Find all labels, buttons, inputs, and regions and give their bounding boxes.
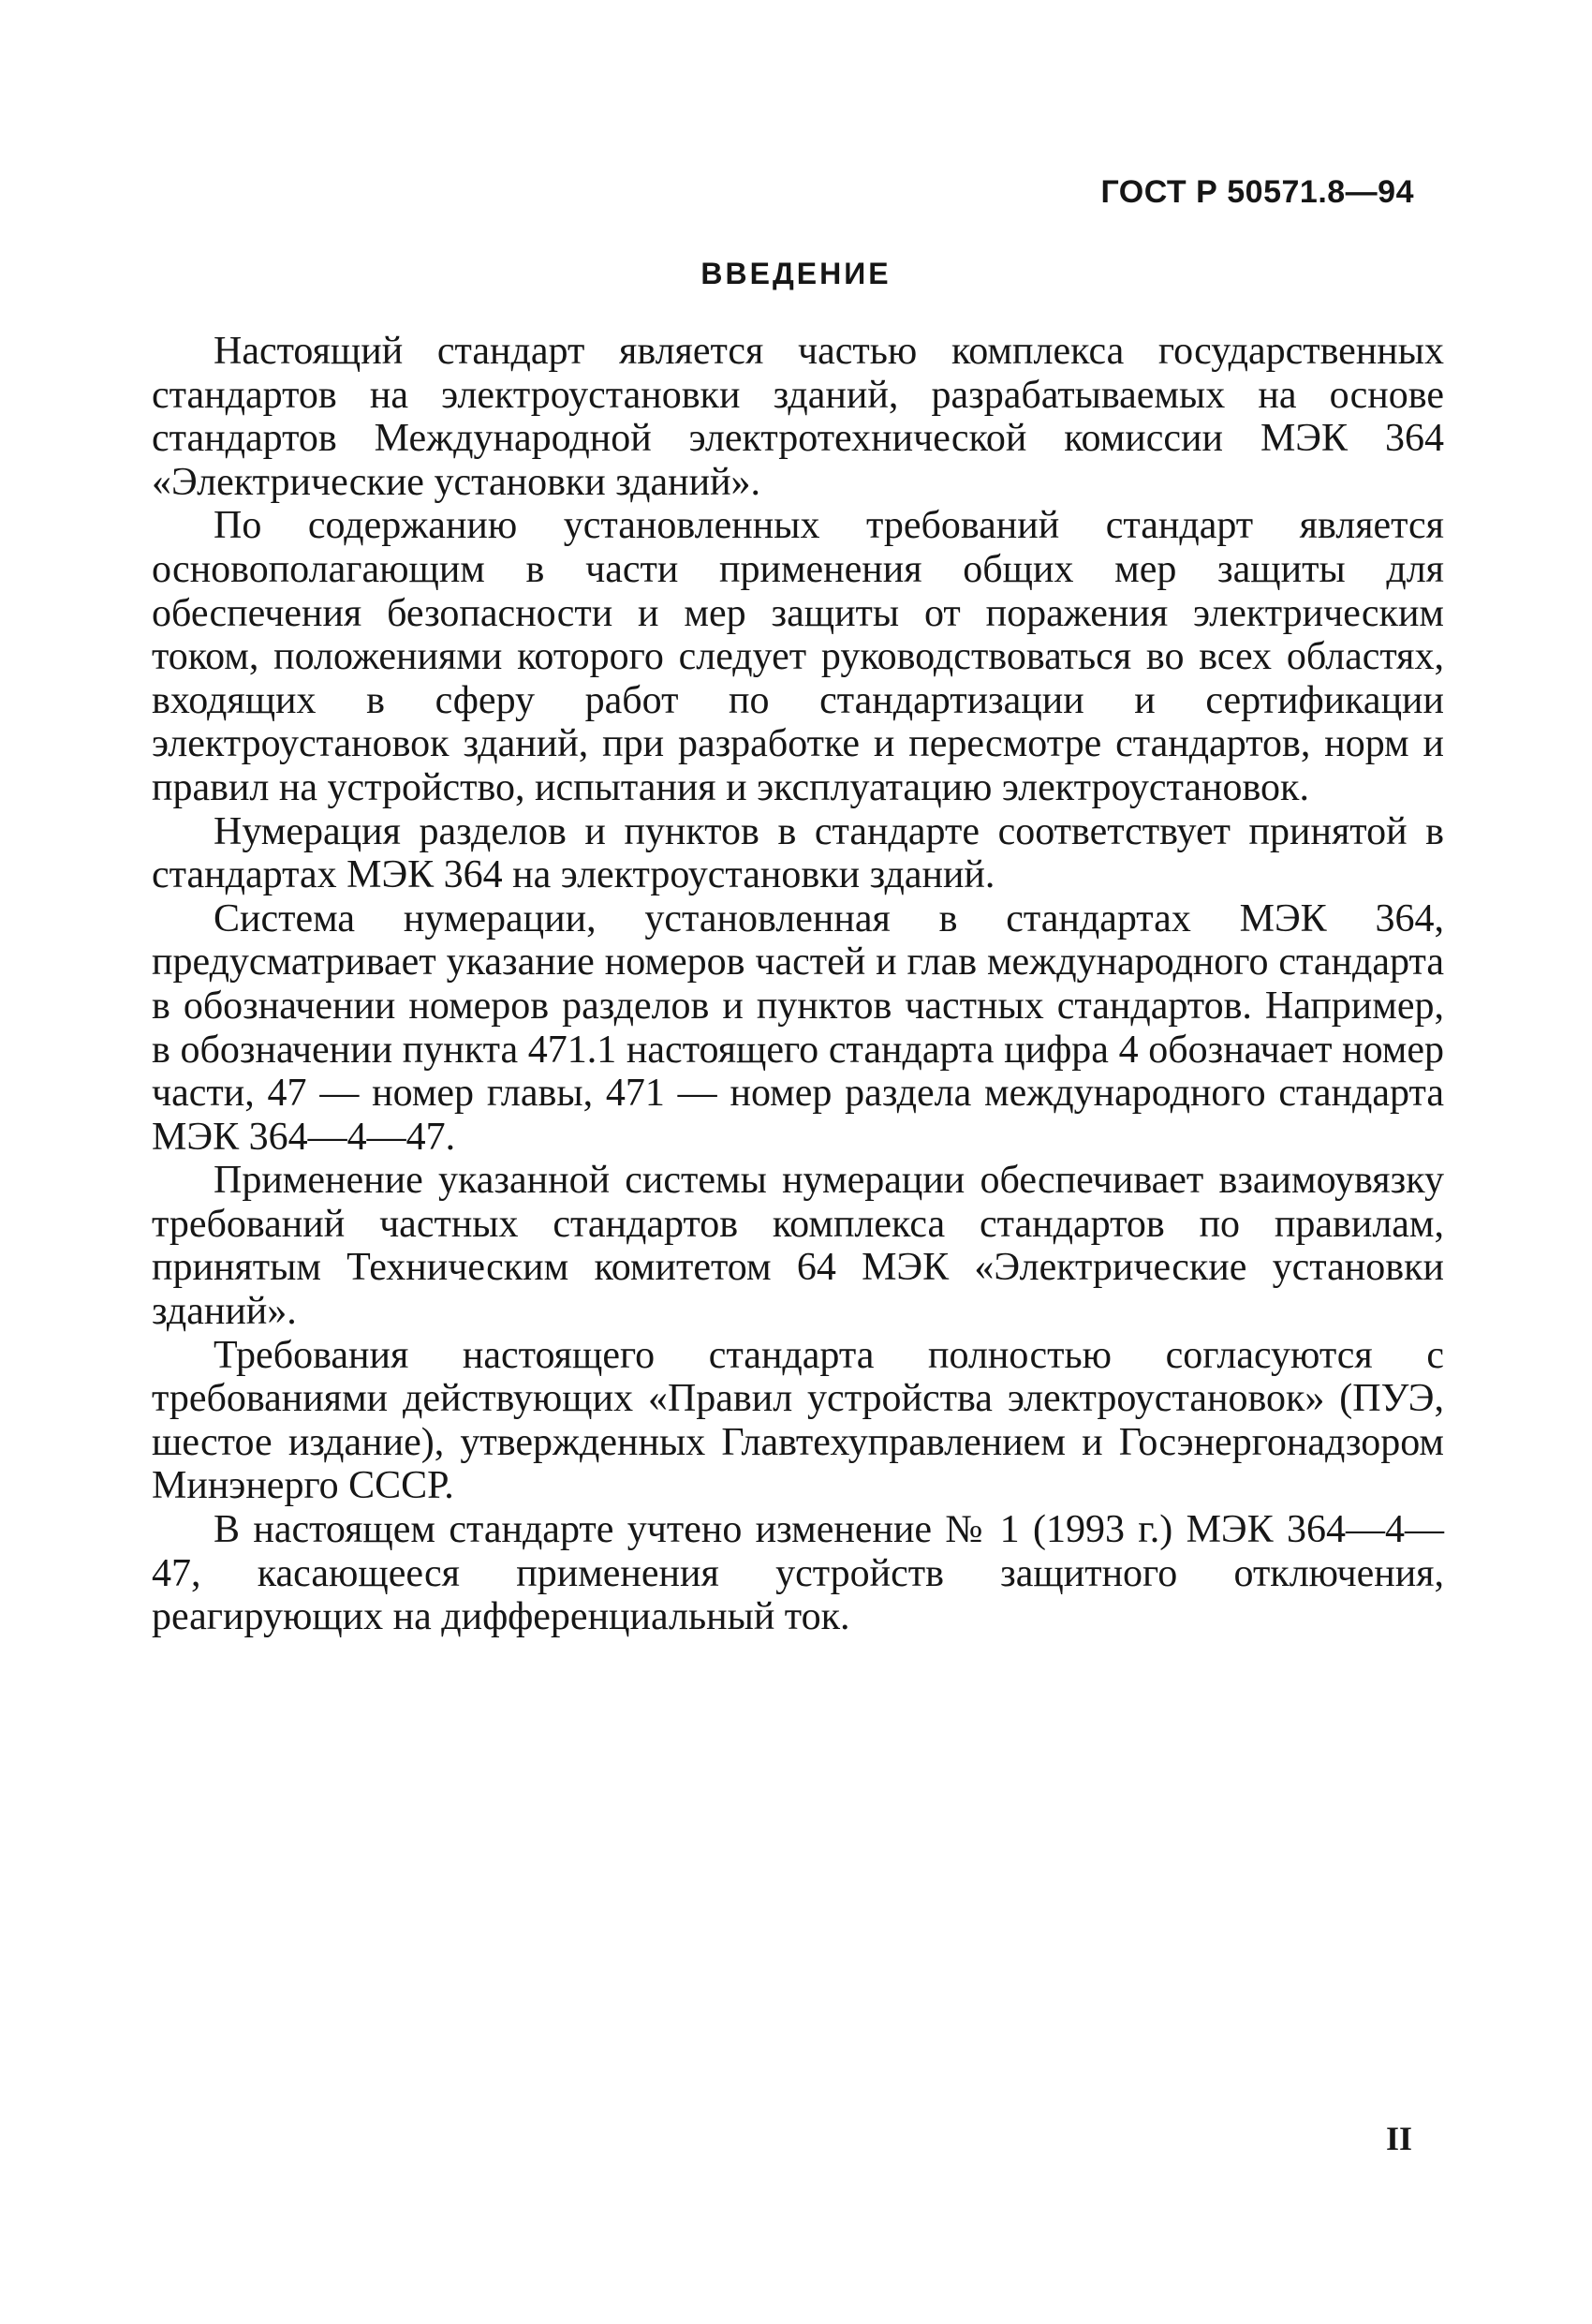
document-code-header: ГОСТ Р 50571.8—94 [1100,174,1414,210]
section-title: ВВЕДЕНИЕ [700,257,892,290]
page-number: II [1385,2120,1412,2157]
paragraph: Настоящий стандарт является частью комплекса государственных стандартов на электроустановки зданий, разрабатываемых на основе стандартов Международной электротехнической комиссии МЭК 364 «Электрические установки зданий». [152,330,1444,504]
paragraph: Нумерация разделов и пунктов в стандарте соответствует принятой в стандартах МЭК 364 на электроустановки зданий. [152,809,1444,897]
paragraph: По содержанию установленных требований стандарт является основополагающим в части применения общих мер защиты для обеспечения безопасности и мер защиты от поражения электрическим током, положениями которого следует руководствоваться во всех областях, входящих в сферу работ по стандартизации и сертификации электроустановок зданий, при разработке и пересмотре стандартов, норм и правил на устройство, испытания и эксплуатацию электроустановок. [152,504,1444,809]
paragraph: Требования настоящего стандарта полностью согласуются с требованиями действующих «Правил устройства электроустановок» (ПУЭ, шестое издание), утвержденных Главтехуправлением и Госэнергонадзором Минэнерго СССР. [152,1333,1444,1508]
introduction-body [152,330,1444,1639]
paragraph: Система нумерации, установленная в стандартах МЭК 364, предусматривает указание номеров частей и глав международного стандарта в обозначении номеров разделов и пунктов частных стандартов. Например, в обозначении пункта 471.1 настоящего стандарта цифра 4 обозначает номер части, 47 — номер главы, 471 — номер раздела международного стандарта МЭК 364—4—47. [152,896,1444,1159]
paragraph: В настоящем стандарте учтено изменение № 1 (1993 г.) МЭК 364—4—47, касающееся применения устройств защитного отключения, реагирующих на дифференциальный ток. [152,1508,1444,1639]
paragraph: Применение указанной системы нумерации обеспечивает взаимоувязку требований частных стандартов комплекса стандартов по правилам, принятым Техническим комитетом 64 МЭК «Электрические установки зданий». [152,1159,1444,1334]
